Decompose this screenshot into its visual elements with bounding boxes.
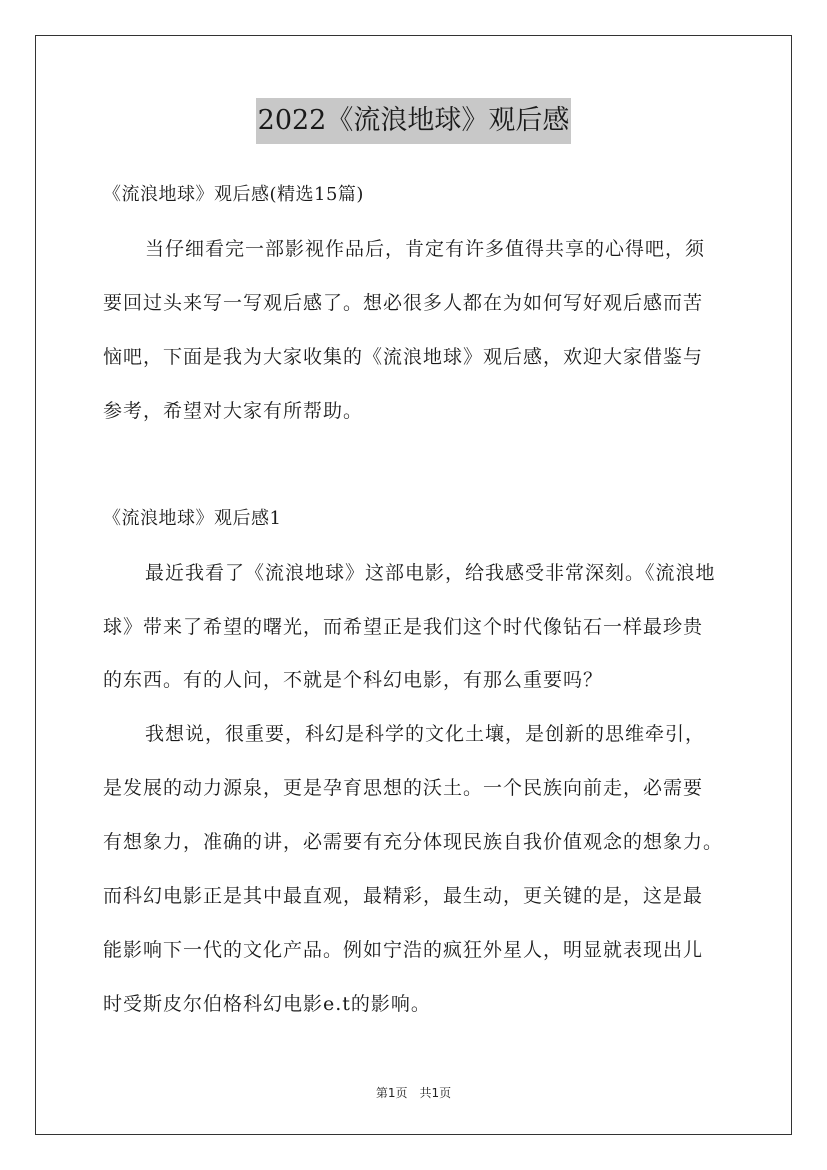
document-title: 2022《流浪地球》观后感 [256,98,572,144]
body-line: 是发展的动力源泉，更是孕育思想的沃土。一个民族向前走，必需要 [103,777,704,799]
intro-line: 恼吧，下面是我为大家收集的《流浪地球》观后感，欢迎大家借鉴与 [103,346,704,368]
document-subtitle: 《流浪地球》观后感(精选15篇) [103,184,364,205]
body-line: 的东西。有的人问，不就是个科幻电影，有那么重要吗？ [103,669,604,691]
intro-line: 当仔细看完一部影视作品后，肯定有许多值得共享的心得吧，须 [145,238,706,260]
section-heading: 《流浪地球》观后感1 [103,508,282,529]
body-line: 能影响下一代的文化产品。例如宁浩的疯狂外星人，明显就表现出儿 [103,939,704,961]
page-number-footer: 第1页 共1页 [375,1086,452,1100]
body-line: 而科幻电影正是其中最直观，最精彩，最生动，更关键的是，这是最 [103,885,704,907]
body-line: 有想象力，准确的讲，必需要有充分体现民族自我价值观念的想象力。 [103,831,724,853]
body-line: 球》带来了希望的曙光，而希望正是我们这个时代像钻石一样最珍贵 [103,616,704,638]
title-container [0,98,827,144]
intro-line: 参考，希望对大家有所帮助。 [103,400,364,422]
body-line: 我想说，很重要，科幻是科学的文化土壤，是创新的思维牵引， [145,723,706,745]
body-line: 最近我看了《流浪地球》这部电影，给我感受非常深刻。《流浪地 [145,562,716,584]
intro-line: 要回过头来写一写观后感了。想必很多人都在为如何写好观后感而苦 [103,292,704,314]
body-line: 时受斯皮尔伯格科幻电影e.t的影响。 [103,993,431,1015]
